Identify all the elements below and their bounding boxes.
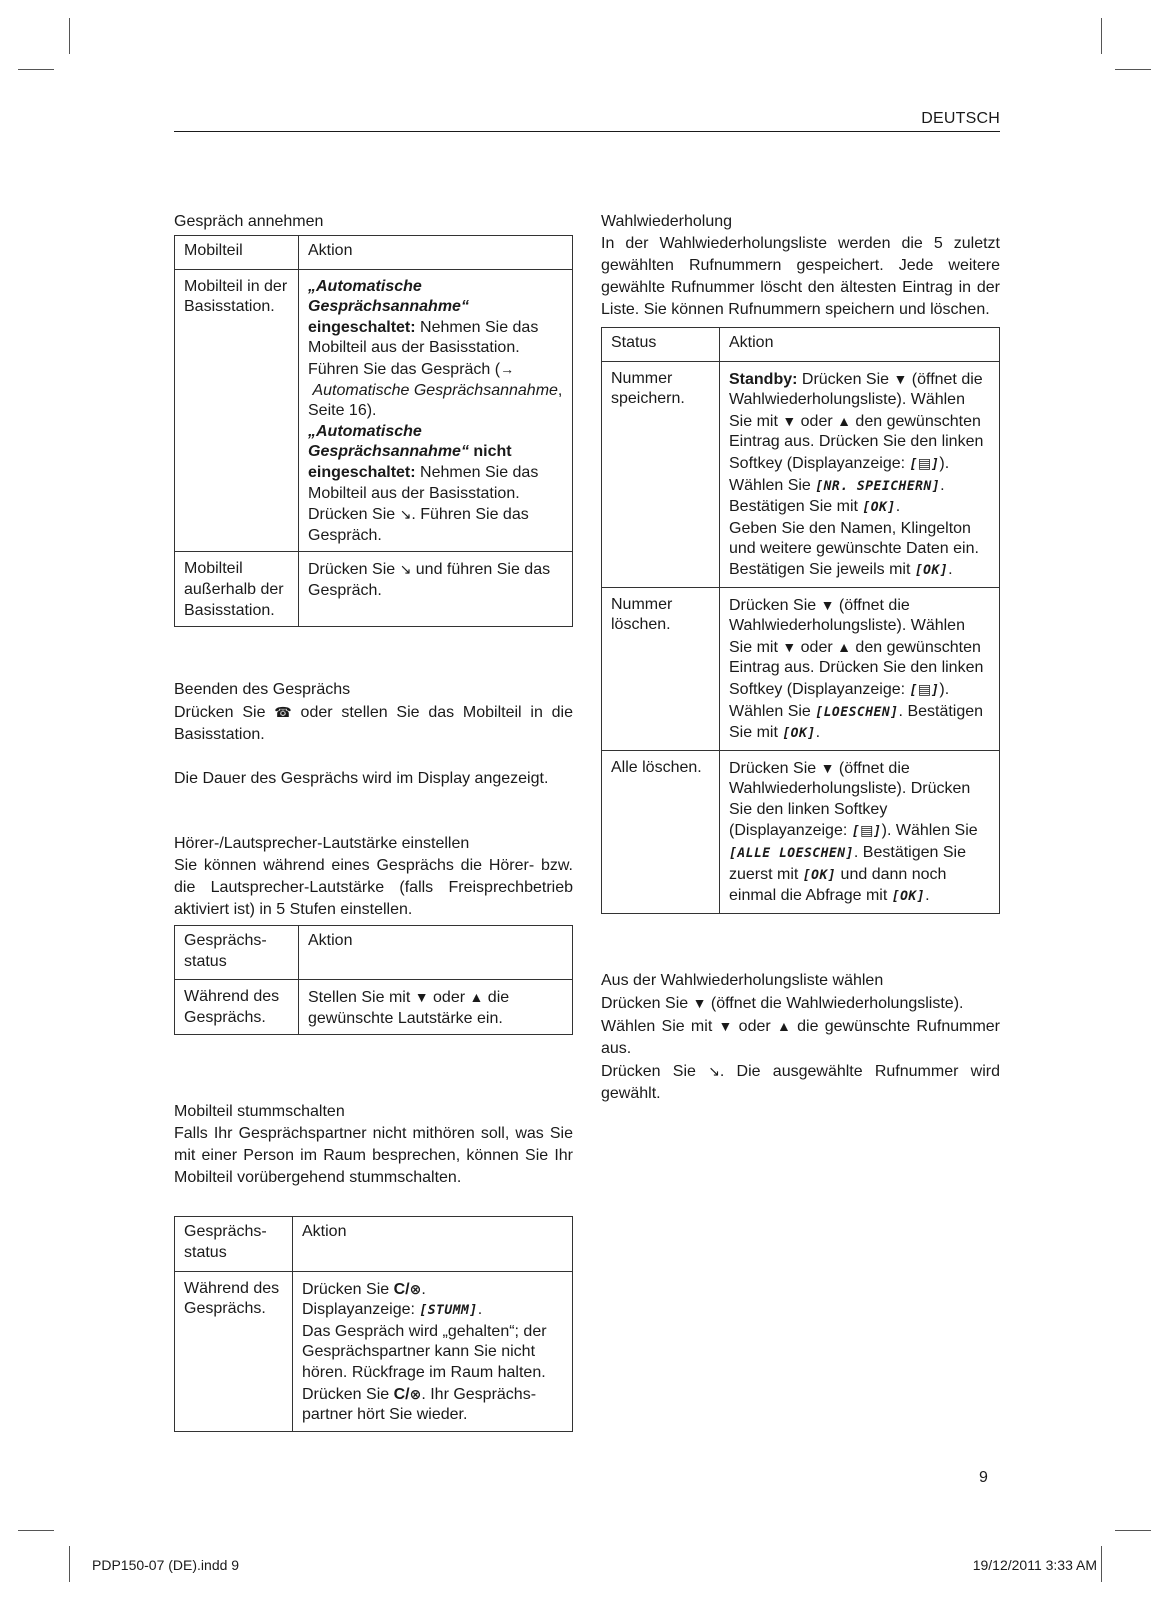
page-header (174, 110, 1000, 132)
table-header-cell: Aktion (299, 926, 573, 980)
action-text: und führen Sie das Gespräch. (308, 561, 551, 599)
table-header-cell: Aktion (299, 236, 573, 270)
table-header-cell: Aktion (720, 328, 1000, 362)
crop-mark (1115, 69, 1151, 70)
table-row (602, 587, 1000, 750)
down-arrow-icon: ▼ (820, 759, 835, 776)
action-text: die gewünschte Lautstärke ein. (308, 989, 510, 1027)
table-row (175, 552, 573, 627)
table-header-cell: Aktion (293, 1217, 573, 1271)
up-arrow-icon: ▲ (776, 1017, 791, 1034)
crop-mark (1101, 18, 1102, 54)
footer-file-name: PDP150-07 (DE).indd 9 (92, 1557, 240, 1573)
answer-call-table (174, 235, 573, 627)
action-text: und dann noch einmal die Abfrage mit (729, 865, 947, 905)
bracket: [ (851, 824, 861, 840)
body-text: Drücken Sie (601, 994, 693, 1012)
action-text: . (477, 1301, 483, 1319)
display-text-ok: [OK] (782, 726, 816, 742)
auto-answer-label: „Automatische Gesprächsannahme“ (308, 277, 469, 316)
display-text-delete-all: [ALLE LOESCHEN] (729, 846, 854, 862)
dial-line (601, 1060, 1000, 1105)
display-text-save-number: [NR. SPEICHERN] (815, 478, 941, 494)
action-text: Nehmen Sie das Mobilteil aus der Basisstation. Drücken Sie (308, 463, 539, 524)
action-text: oder (796, 638, 838, 656)
section-heading-end-call: Beenden des Gesprächs (174, 681, 351, 699)
dial-line (601, 992, 1000, 1015)
page-reference: , Seite 16). (308, 381, 563, 420)
redial-table (601, 327, 1000, 914)
display-text-ok: [OK] (802, 867, 837, 883)
table-cell: Während des Gesprächs. (175, 980, 299, 1035)
action-text: . (815, 724, 821, 742)
page-number: 9 (979, 1469, 988, 1486)
table-header-row (602, 328, 1000, 362)
action-text: Stellen Sie mit (308, 989, 415, 1007)
right-column (601, 211, 1000, 1105)
table-cell: Mobilteil in der Basisstation. (175, 269, 299, 552)
down-arrow-icon: ▼ (782, 638, 797, 655)
action-text: (öffnet die Wahlwiederholungsliste). Drücken Sie den linken Softkey (Displayanzeige: (729, 759, 971, 840)
section-heading-dial-from-list: Aus der Wahlwiederholungsliste wählen (601, 971, 884, 989)
action-text: ). Wählen Sie (881, 822, 978, 840)
body-text: oder stellen Sie das Mobilteil in die Basisstation. (174, 704, 573, 744)
table-cell: Nummer löschen. (602, 587, 720, 750)
crop-mark (18, 1530, 54, 1531)
table-row (175, 980, 573, 1035)
body-text: Drücken Sie (601, 1062, 709, 1080)
body-text: . Die ausgewählte Rufnummer wird gewählt. (601, 1062, 1000, 1102)
bracket: ] (931, 456, 940, 472)
clear-icon: ⊗ (409, 1385, 422, 1402)
menu-icon: ▤ (860, 822, 874, 839)
section-heading-volume: Hörer-/Lautsprecher-Lautstärke einstellen (174, 835, 470, 853)
action-text: Geben Sie den Namen, Klingelton und weitere gewünschte Daten ein. Bestätigen Sie jeweils mit (729, 519, 979, 578)
table-header-cell: Mobilteil (175, 236, 299, 270)
footer-timestamp: 19/12/2011 3:33 AM (972, 1557, 1097, 1573)
down-arrow-icon: ▼ (782, 412, 797, 429)
body-text: (öffnet die Wahlwiederholungsliste). (706, 994, 964, 1012)
end-call-text (174, 701, 573, 746)
action-text: Drücken Sie (308, 561, 400, 579)
action-text: . (895, 498, 901, 516)
table-cell-action (293, 1271, 573, 1431)
action-text: (öffnet die Wahlwiederholungsliste). Wählen Sie mit (729, 370, 983, 430)
action-text: oder (428, 989, 470, 1007)
down-arrow-icon: ▼ (692, 994, 707, 1011)
action-text: ). Wählen Sie (729, 680, 950, 720)
bracket: ] (931, 682, 940, 698)
section-heading-answer-call: Gespräch annehmen (174, 213, 324, 230)
menu-icon: ▤ (917, 680, 932, 697)
action-text: Drücken Sie (797, 370, 894, 388)
action-text: den gewünschten Eintrag aus. Drücken Sie den linken Softkey (Displayanzeige: (729, 412, 984, 472)
mute-table (174, 1216, 573, 1431)
bracket: ] (873, 824, 882, 840)
clear-key-label: C/ (393, 1385, 410, 1403)
display-text-ok: [OK] (862, 500, 896, 516)
display-text-ok: [OK] (891, 889, 926, 905)
down-arrow-icon: ▼ (820, 596, 835, 613)
clear-key-label: C/ (393, 1280, 410, 1298)
table-row (175, 1271, 573, 1431)
down-arrow-icon: ▼ (414, 989, 429, 1006)
action-text: Das Gespräch wird „gehalten“; der Gesprächspartner kann Sie nicht hören. Rückfrage im Raum halten. (302, 1322, 547, 1382)
bracket: [ (909, 456, 918, 472)
table-cell: Nummer speichern. (602, 361, 720, 587)
table-header-cell: Status (602, 328, 720, 362)
auto-answer-on-label: eingeschaltet: (308, 318, 416, 336)
action-text: ). Wählen Sie (729, 454, 950, 494)
mute-text: Falls Ihr Gesprächspartner nicht mithören soll, was Sie mit einer Person im Raum besprechen, können Sie Ihr Mobilteil vorübergehend stummschalten. (174, 1125, 573, 1187)
table-cell-action (720, 587, 1000, 750)
dial-line (601, 1015, 1000, 1060)
action-text: . Bestätigen Sie mit (729, 702, 984, 742)
bracket: [ (909, 682, 918, 698)
display-text-mute: [STUMM] (419, 1303, 478, 1319)
body-text: Wählen Sie mit (601, 1017, 719, 1035)
call-icon: ↘ (399, 506, 412, 523)
call-icon: ↘ (708, 1062, 720, 1079)
crop-mark (69, 1546, 70, 1582)
table-cell-action (299, 269, 573, 552)
action-text: oder (796, 412, 838, 430)
auto-answer-off-label: nicht eingeschaltet: (308, 443, 512, 481)
display-text-ok: [OK] (914, 562, 949, 578)
action-text: . Führen Sie das Gespräch. (308, 506, 529, 544)
table-header-row (175, 1217, 573, 1271)
table-header-cell: Gesprächs-status (175, 926, 299, 980)
crop-mark (18, 69, 54, 70)
action-text: . Bestätigen Sie mit (729, 476, 945, 516)
action-text: . Ihr Gesprächs-partner hört Sie wieder. (302, 1385, 537, 1424)
display-text-delete: [LOESCHEN] (815, 704, 899, 720)
action-text: (öffnet die Wahlwiederholungsliste). Wählen Sie mit (729, 596, 965, 656)
up-arrow-icon: ▲ (837, 412, 851, 429)
redial-text: In der Wahlwiederholungsliste werden die 5 zuletzt gewählten Rufnummern gespeichert. Jede weitere gewählte Rufnummer löscht den ältesten Eintrag in der Liste. Sie können Rufnummern speichern und löschen. (601, 235, 1000, 318)
up-arrow-icon: ▲ (469, 989, 484, 1006)
body-text: Drücken Sie (174, 704, 275, 722)
volume-table (174, 925, 573, 1035)
crop-mark (1101, 1546, 1102, 1582)
volume-text: Sie können während eines Gesprächs die Hörer- bzw. die Lautsprecher-Lautstärke (falls Freisprechbetrieb aktiviert ist) in 5 Stufen einstellen. (174, 857, 573, 919)
table-cell: Alle löschen. (602, 750, 720, 913)
down-arrow-icon: ▼ (893, 370, 908, 387)
action-text: Drücken Sie (729, 759, 821, 777)
up-arrow-icon: ▲ (837, 638, 851, 655)
table-cell-action (720, 750, 1000, 913)
table-row (175, 269, 573, 552)
cross-reference[interactable]: Automatische Gesprächsannahme (312, 381, 558, 399)
table-row (602, 750, 1000, 913)
table-cell-action (299, 552, 573, 627)
action-text: Displayanzeige: (302, 1301, 420, 1319)
action-text: . (421, 1280, 426, 1298)
table-header-cell: Gesprächs-status (175, 1217, 293, 1271)
action-text: den gewünschten Eintrag aus. Drücken Sie den linken Softkey (Displayanzeige: (729, 638, 984, 698)
table-cell-action (720, 361, 1000, 587)
call-icon: ↘ (399, 561, 412, 578)
body-text: die gewünschte Rufnummer aus. (601, 1017, 1000, 1057)
action-text: . Bestätigen Sie zuerst mit (729, 844, 966, 883)
auto-answer-label: „Automatische Gesprächsannahme“ (308, 422, 469, 461)
action-text: Drücken Sie (729, 596, 821, 614)
table-header-row (175, 236, 573, 270)
end-call-icon: ☎ (274, 704, 292, 721)
down-arrow-icon: ▼ (718, 1017, 733, 1034)
action-text: Drücken Sie (302, 1280, 394, 1298)
menu-icon: ▤ (917, 454, 932, 471)
language-label: DEUTSCH (921, 110, 1000, 127)
arrow-right-icon: → (500, 360, 515, 377)
crop-mark (69, 18, 70, 54)
body-text: oder (732, 1017, 777, 1035)
table-cell: Während des Gesprächs. (175, 1271, 293, 1431)
table-cell: Mobilteil außerhalb der Basisstation. (175, 552, 299, 627)
clear-icon: ⊗ (409, 1280, 422, 1297)
section-heading-mute: Mobilteil stummschalten (174, 1103, 345, 1121)
left-column (174, 211, 573, 1432)
action-text: Nehmen Sie das Mobilteil aus der Basisstation. Führen Sie das Gespräch ( (308, 318, 539, 378)
action-text: Drücken Sie (302, 1385, 394, 1403)
table-cell-action (299, 980, 573, 1035)
action-text: . (925, 887, 930, 905)
call-duration-text: Die Dauer des Gesprächs wird im Display angezeigt. (174, 770, 549, 788)
crop-mark (1115, 1530, 1151, 1531)
table-header-row (175, 926, 573, 980)
section-heading-redial: Wahlwiederholung (601, 213, 733, 230)
action-text: . (948, 560, 953, 578)
standby-label: Standby: (729, 370, 798, 388)
table-row (602, 361, 1000, 587)
